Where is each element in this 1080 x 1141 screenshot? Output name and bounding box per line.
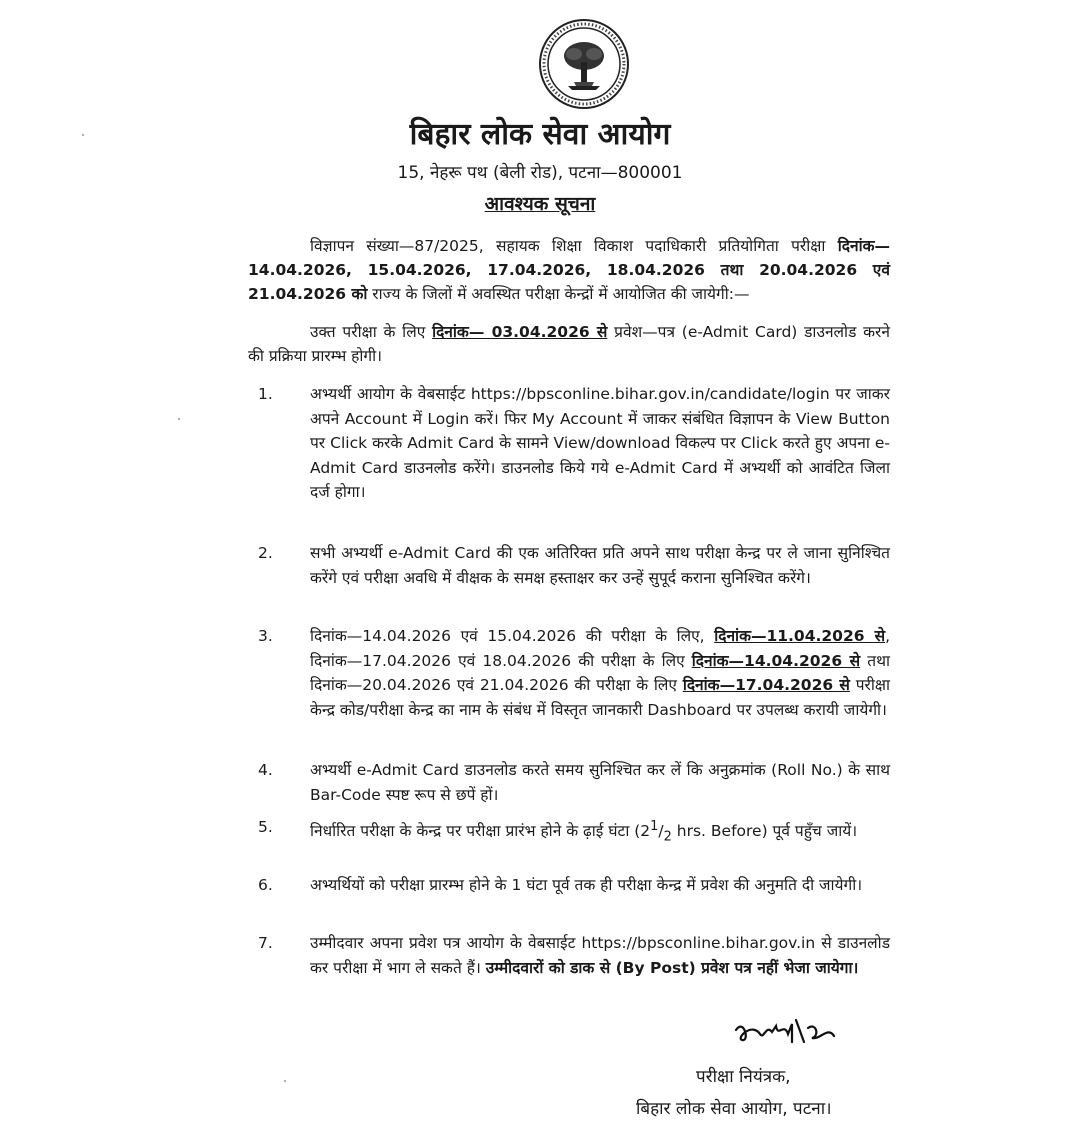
list-item-text [310,931,890,980]
intro-p1-dates: दिनांक—14.04.2026, 15.04.2026, 17.04.2026, 18.04.2026 [248,237,890,279]
list-item [248,541,890,590]
list-item-text: अभ्यर्थी आयोग के वेबसाईट https://bpsconline.bihar.gov.in/candidate/login पर जाकर अपने Account में Login करें। फिर My Account में जाकर संबंधित विज्ञापन के View Button पर Click करके Admit Card के सामने View/download विकल्प पर Click करते हुए अपना e-Admit Card डाउनलोड करेंगे। डाउनलोड किये गये e-Admit Card में अभ्यर्थी को आवंटित जिला दर्ज होगा। [310,385,890,501]
item3-text-c: , दिनांक—17.04.2026 एवं 18.04.2026 की परीक्षा के लिए [310,627,890,670]
item5-fraction-den: 2 [663,829,672,845]
list-item-number: 5. [258,818,273,836]
list-item-number: 1. [258,385,273,403]
list-item [248,873,890,898]
item3-text-g: परीक्षा केन्द्र कोड/परीक्षा केन्द्र का नाम के संबंध में विस्तृत जानकारी Dashboard पर उपलब्ध करायी जायेगी। [310,676,890,719]
intro-p1-g: राज्य के जिलों में अवस्थित परीक्षा केन्द्रों में आयोजित की जायेगी:— [367,285,750,303]
list-item-text: अभ्यर्थियों को परीक्षा प्रारम्भ होने के 1 घंटा पूर्व तक ही परीक्षा केन्द्र में प्रवेश की अनुमति दी जायेगी। [310,876,863,894]
item3-text-e: तथा दिनांक—20.04.2026 एवं 21.04.2026 की परीक्षा के लिए [310,651,890,694]
intro-p2-date: दिनांक— 03.04.2026 से [432,323,608,341]
intro-p1-f: 21.04.2026 को [248,285,368,303]
intro-p1-a: विज्ञापन संख्या—87/2025, सहायक शिक्षा विकाश पदाधिकारी प्रतियोगिता परीक्षा [310,237,838,255]
intro-p1-c: तथा [704,261,760,279]
bpsc-seal-emblem [538,18,630,110]
list-item [248,815,890,850]
list-item [248,758,890,807]
handwritten-signature [730,1012,850,1052]
item5-text-a: निर्धारित परीक्षा के केन्द्र पर परीक्षा प्रारंभ होने के ढ़ाई घंटा (2 [310,822,651,841]
list-item-number: 3. [258,627,273,645]
list-item-number: 4. [258,761,273,779]
list-item [248,624,890,722]
intro-paragraph-2 [248,320,890,368]
intro-p2-a: उक्त परीक्षा के लिए [310,323,433,341]
list-item-number: 7. [258,934,273,952]
page-title: बिहार लोक सेवा आयोग [409,117,671,152]
intro-p1-d: 20.04.2026 [759,261,858,279]
list-item-text: सभी अभ्यर्थी e-Admit Card की एक अतिरिक्त प्रति अपने साथ परीक्षा केन्द्र पर ले जाना सुनिश्चित करेंगे एवं परीक्षा अवधि में वीक्षक के समक्ष हस्ताक्षर कर उन्हें सुपूर्द कराना सुनिश्चित करेंगे। [310,544,890,587]
intro-paragraph-1 [248,234,890,306]
list-item-text: अभ्यर्थी e-Admit Card डाउनलोड करते समय सुनिश्चित कर लें कि अनुक्रमांक (Roll No.) के साथ Bar-Code स्पष्ट रूप से छपें हों। [310,761,890,804]
item7-text-bold: उम्मीदवारों को डाक से (By Post) प्रवेश पत्र नहीं भेजा जायेगा। [485,958,859,977]
intro-p2-c: प्रवेश—पत्र (e-Admit Card) डाउनलोड करने की प्रक्रिया प्रारम्भ होगी। [248,323,890,365]
list-item-number: 6. [258,876,273,894]
notice-heading: आवश्यक सूचना [484,193,596,215]
item3-text-a: दिनांक—14.04.2026 एवं 15.04.2026 की परीक्षा के लिए, [310,627,715,645]
list-item-text [310,624,890,722]
scan-speck [82,134,84,136]
scan-speck [178,418,180,420]
office-address: 15, नेहरू पथ (बेली रोड), पटना—800001 [397,163,683,183]
item5-fraction-num: 1 [650,819,659,834]
item3-date-3: दिनांक—17.04.2026 से [682,676,850,694]
list-item-number: 2. [258,544,273,562]
scan-speck [284,1080,286,1082]
item3-date-1: दिनांक—11.04.2026 से [714,627,886,645]
item3-date-2: दिनांक—14.04.2026 से [691,651,861,670]
item5-fraction-slash: / [658,822,664,841]
list-item [248,382,890,505]
signatory-designation: परीक्षा नियंत्रक, [696,1067,791,1087]
list-item [248,931,890,980]
list-item-text [310,815,890,850]
item7-text-a: उम्मीदवार अपना प्रवेश पत्र आयोग के वेबसाईट https://bpsconline.bihar.gov.in से डाउनलोड कर परीक्षा में भाग ले सकते हैं। [310,934,890,977]
signatory-office: बिहार लोक सेवा आयोग, पटना। [636,1099,832,1119]
intro-p1-e: एवं [857,261,890,279]
item5-text-b: hrs. Before) पूर्व पहुँच जायें। [671,822,858,841]
